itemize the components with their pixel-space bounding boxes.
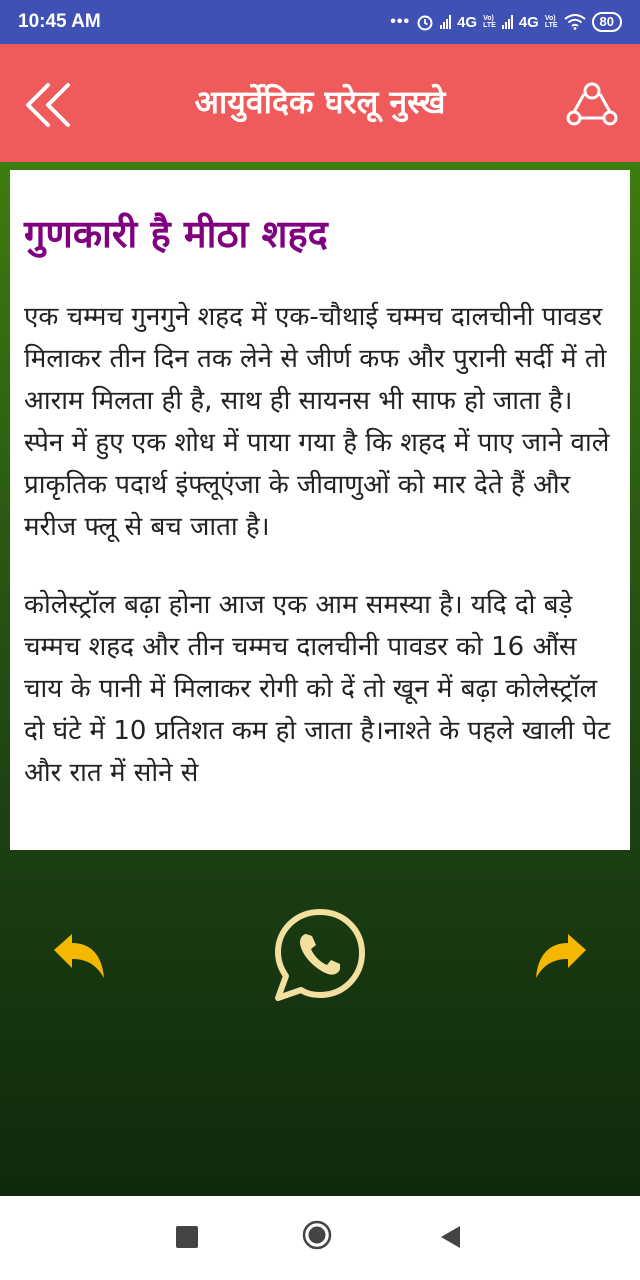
curved-arrow-right-icon[interactable] <box>532 932 588 980</box>
network-label-2: 4G <box>518 13 539 31</box>
signal-icon-2 <box>502 15 513 29</box>
recent-apps-icon[interactable] <box>176 1226 198 1248</box>
status-icons <box>390 12 622 32</box>
alarm-icon <box>416 13 434 31</box>
status-time: 10:45 AM <box>18 11 101 32</box>
whatsapp-icon[interactable] <box>272 906 368 1004</box>
article-title: गुणकारी है मीठा शहद <box>24 212 328 256</box>
home-icon[interactable] <box>302 1220 332 1250</box>
wifi-icon <box>564 14 586 30</box>
battery-indicator: 80 <box>592 12 622 32</box>
app-bar <box>0 44 640 162</box>
signal-icon <box>440 15 451 29</box>
article-paragraph: कोलेस्ट्रॉल बढ़ा होना आज एक आम समस्या है। यदि दो बड़े चम्मच शहद और तीन चम्मच दालचीनी पावडर को 16 औंस चाय के पानी में मिलाकर रोगी को दें तो खून में बढ़ा कोलेस्ट्रॉल दो घंटे में 10 प्रतिशत कम हो जाता है।नाश्ते के पहले खाली पेट और रात में सोने से <box>24 590 611 788</box>
volte-badge-2: Vo) LTE <box>544 15 558 29</box>
more-notifications-icon: ••• <box>390 13 411 30</box>
volte-badge-1: Vo) LTE <box>483 15 496 29</box>
app-title: आयुर्वेदिक घरेलू नुस्खे <box>194 83 446 121</box>
status-bar <box>0 0 640 44</box>
network-label-1: 4G <box>457 13 478 31</box>
article-body <box>24 296 620 830</box>
article-paragraph: एक चम्मच गुनगुने शहद में एक-चौथाई चम्मच दालचीनी पावडर मिलाकर तीन दिन तक लेने से जीर्ण कफ और पुरानी सर्दी में तो आराम मिलता ही है, साथ ही सायनस भी साफ हो जाता है। स्पेन में हुए एक शोध में पाया गया है कि शहद में पाए जाने वाले प्राकृतिक पदार्थ इंफ्लूएंजा के जीवाणुओं को मार देते हैं और मरीज फ्लू से बच जाता है। <box>24 302 610 542</box>
back-triangle-icon[interactable] <box>438 1224 462 1250</box>
share-icon[interactable] <box>566 82 618 128</box>
curved-arrow-left-icon[interactable] <box>52 932 108 980</box>
system-navigation-bar <box>0 1196 640 1280</box>
article-card[interactable] <box>10 170 630 850</box>
